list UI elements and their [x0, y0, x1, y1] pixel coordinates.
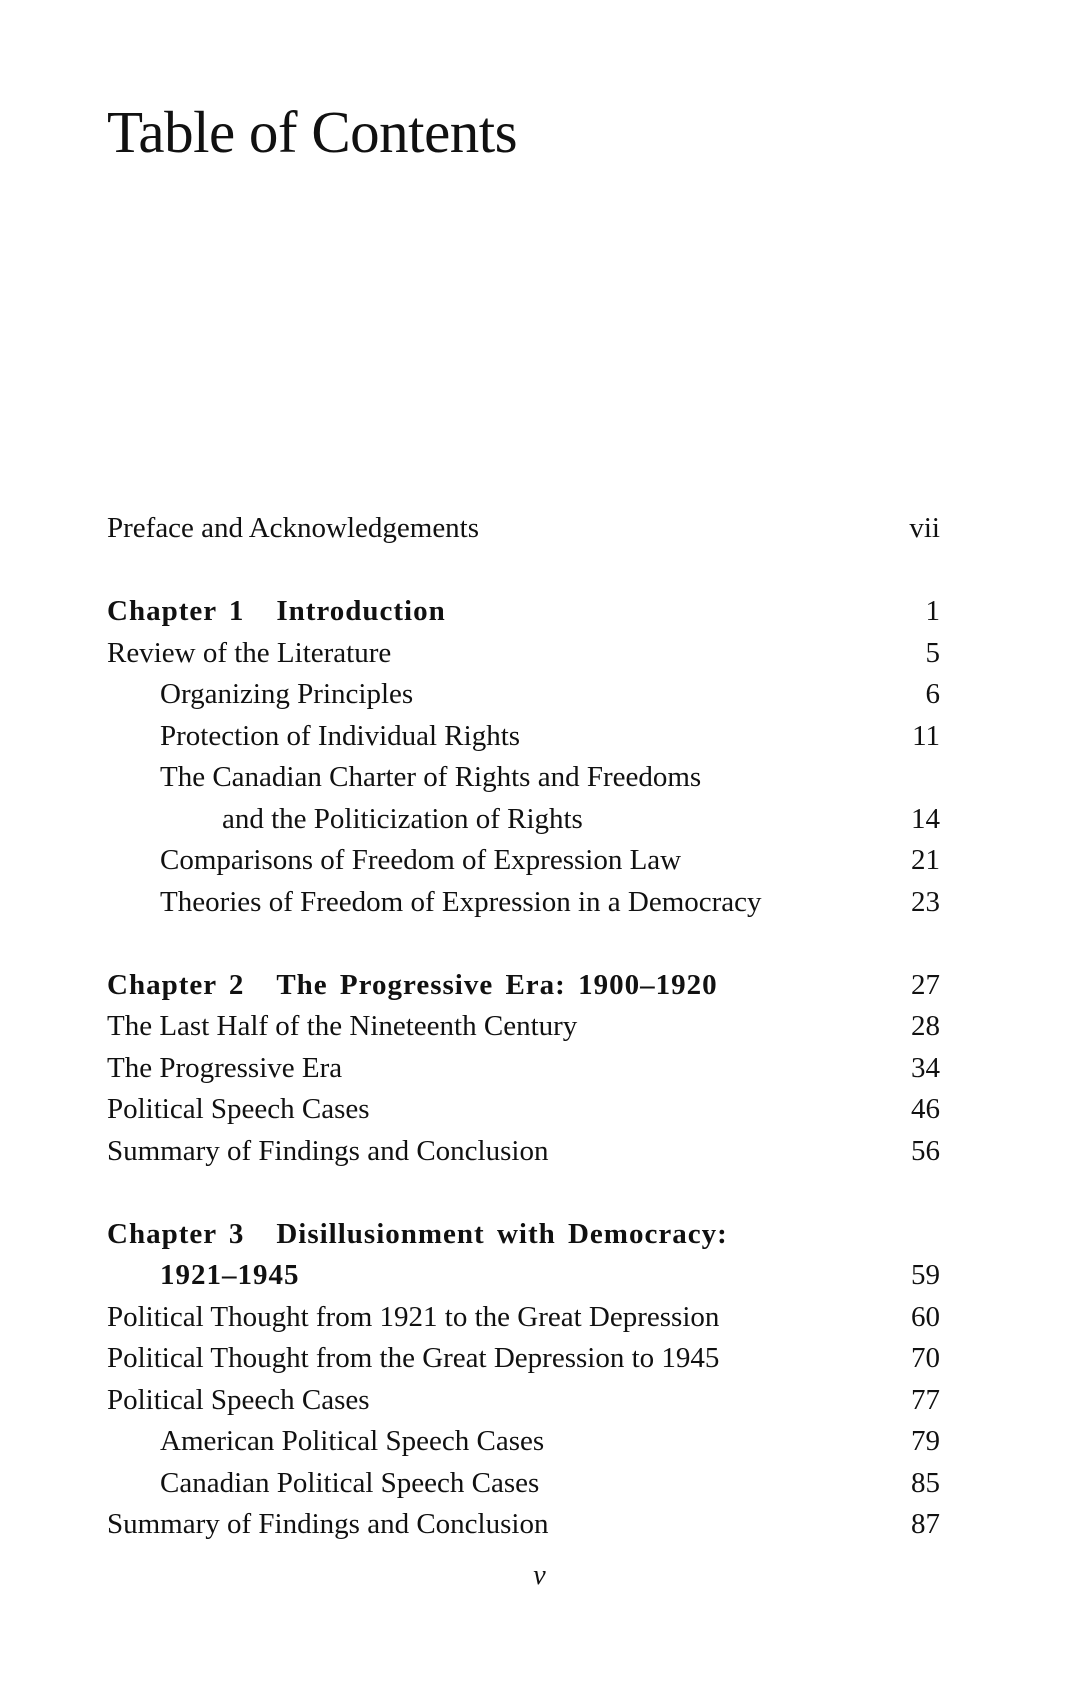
section-title: The Canadian Charter of Rights and Freedoms: [160, 761, 702, 793]
toc-entry-title: [107, 799, 583, 841]
chapter-title: 1921–1945: [160, 1259, 300, 1291]
toc-entry-row: [107, 1380, 940, 1422]
section-title: Political Thought from 1921 to the Great Depression: [107, 1300, 720, 1333]
toc-page-number: 6: [925, 678, 940, 710]
toc-page-number: vii: [909, 512, 940, 544]
toc-entry-title: [107, 633, 391, 675]
toc-chapter-row: [107, 591, 940, 633]
section-title: The Progressive Era: [107, 1051, 343, 1084]
toc-entry-title: [107, 965, 718, 1007]
toc-entry-row: [107, 1048, 940, 1090]
chapter-title: The Progressive Era: 1900–1920: [276, 968, 718, 1001]
toc-page-number: 56: [911, 1134, 940, 1167]
section-title: American Political Speech Cases: [160, 1425, 545, 1457]
section-title: Protection of Individual Rights: [160, 719, 521, 752]
toc-entry-title: [107, 508, 479, 550]
toc-entry-title: [107, 1255, 300, 1297]
toc-entry-row: [107, 757, 940, 799]
section-title: Review of the Literature: [107, 636, 392, 669]
toc-entry-row: [107, 799, 940, 841]
toc-page-number: 14: [911, 802, 940, 835]
section-title: The Last Half of the Nineteenth Century: [107, 1010, 578, 1042]
toc-entry-row: [107, 1421, 940, 1463]
toc-entry-row: [107, 674, 940, 716]
toc-entry-row: [107, 840, 940, 882]
toc-page-number: 5: [925, 636, 940, 669]
chapter-title: Introduction: [276, 595, 446, 627]
toc-entry-title: [107, 882, 762, 924]
section-title: Summary of Findings and Conclusion: [107, 1134, 549, 1167]
toc-entry-row: [107, 1504, 940, 1546]
toc-entry-title: [107, 1380, 370, 1422]
toc-entry-title: [107, 840, 681, 882]
toc-entry-title: [107, 1421, 544, 1463]
toc-page-number: 1: [925, 595, 940, 627]
toc-entry-title: [107, 1504, 548, 1546]
toc-page-number: 21: [911, 844, 940, 876]
toc-page-number: 28: [911, 1010, 940, 1042]
toc-page-number: 46: [911, 1093, 940, 1125]
page-number: v: [533, 1560, 546, 1591]
toc-page-number: 85: [911, 1466, 940, 1499]
page-title: Table of Contents: [107, 99, 518, 165]
toc-entry-row: [107, 508, 940, 550]
table-of-contents: [107, 508, 940, 1546]
section-title: Organizing Principles: [160, 678, 414, 710]
toc-entry-row: [107, 1089, 940, 1131]
section-title: Theories of Freedom of Expression in a Democracy: [160, 885, 762, 918]
section-title: Political Speech Cases: [107, 1093, 370, 1125]
toc-entry-title: [107, 674, 413, 716]
toc-page-number: 60: [911, 1300, 940, 1333]
toc-page-number: 27: [911, 968, 940, 1001]
section-title: Political Thought from the Great Depression to 1945: [107, 1342, 720, 1374]
toc-entry-row: [107, 882, 940, 924]
toc-entry-title: [107, 1131, 548, 1173]
toc-page-number: 23: [911, 885, 940, 918]
toc-entry-title: [107, 1048, 342, 1090]
toc-entry-title: [107, 1089, 370, 1131]
toc-page-number: 77: [911, 1383, 940, 1416]
chapter-title: Disillusionment with Democracy:: [276, 1217, 728, 1250]
chapter-label: Chapter 2: [107, 968, 245, 1001]
chapter-label: Chapter 1: [107, 595, 245, 627]
toc-entry-title: [107, 1006, 577, 1048]
toc-page-number: 87: [911, 1508, 940, 1540]
toc-entry-row: [107, 1297, 940, 1339]
toc-chapter-row: [107, 965, 940, 1007]
toc-chapter-row: [107, 1255, 940, 1297]
toc-entry-title: [107, 716, 520, 758]
toc-entry-title: [107, 591, 446, 633]
toc-page-number: 11: [912, 719, 940, 752]
toc-entry-row: [107, 1131, 940, 1173]
toc-entry-title: [107, 757, 701, 799]
toc-chapter-row: [107, 1214, 940, 1256]
toc-page-number: 34: [911, 1051, 940, 1084]
toc-page-number: 59: [911, 1259, 940, 1291]
toc-entry-row: [107, 1006, 940, 1048]
section-title: Political Speech Cases: [107, 1383, 370, 1416]
section-title: Preface and Acknowledgements: [107, 512, 480, 544]
toc-page-number: 70: [911, 1342, 940, 1374]
section-title: Summary of Findings and Conclusion: [107, 1508, 549, 1540]
toc-entry-row: [107, 633, 940, 675]
toc-entry-row: [107, 1338, 940, 1380]
toc-entry-title: [107, 1214, 728, 1256]
toc-entry-row: [107, 1463, 940, 1505]
toc-entry-title: [107, 1338, 719, 1380]
toc-entry-title: [107, 1463, 539, 1505]
chapter-label: Chapter 3: [107, 1217, 245, 1250]
section-title: and the Politicization of Rights: [222, 802, 583, 835]
section-title: Comparisons of Freedom of Expression Law: [160, 844, 682, 876]
toc-entry-title: [107, 1297, 719, 1339]
section-title: Canadian Political Speech Cases: [160, 1466, 540, 1499]
toc-entry-row: [107, 716, 940, 758]
toc-page-number: 79: [911, 1425, 940, 1457]
